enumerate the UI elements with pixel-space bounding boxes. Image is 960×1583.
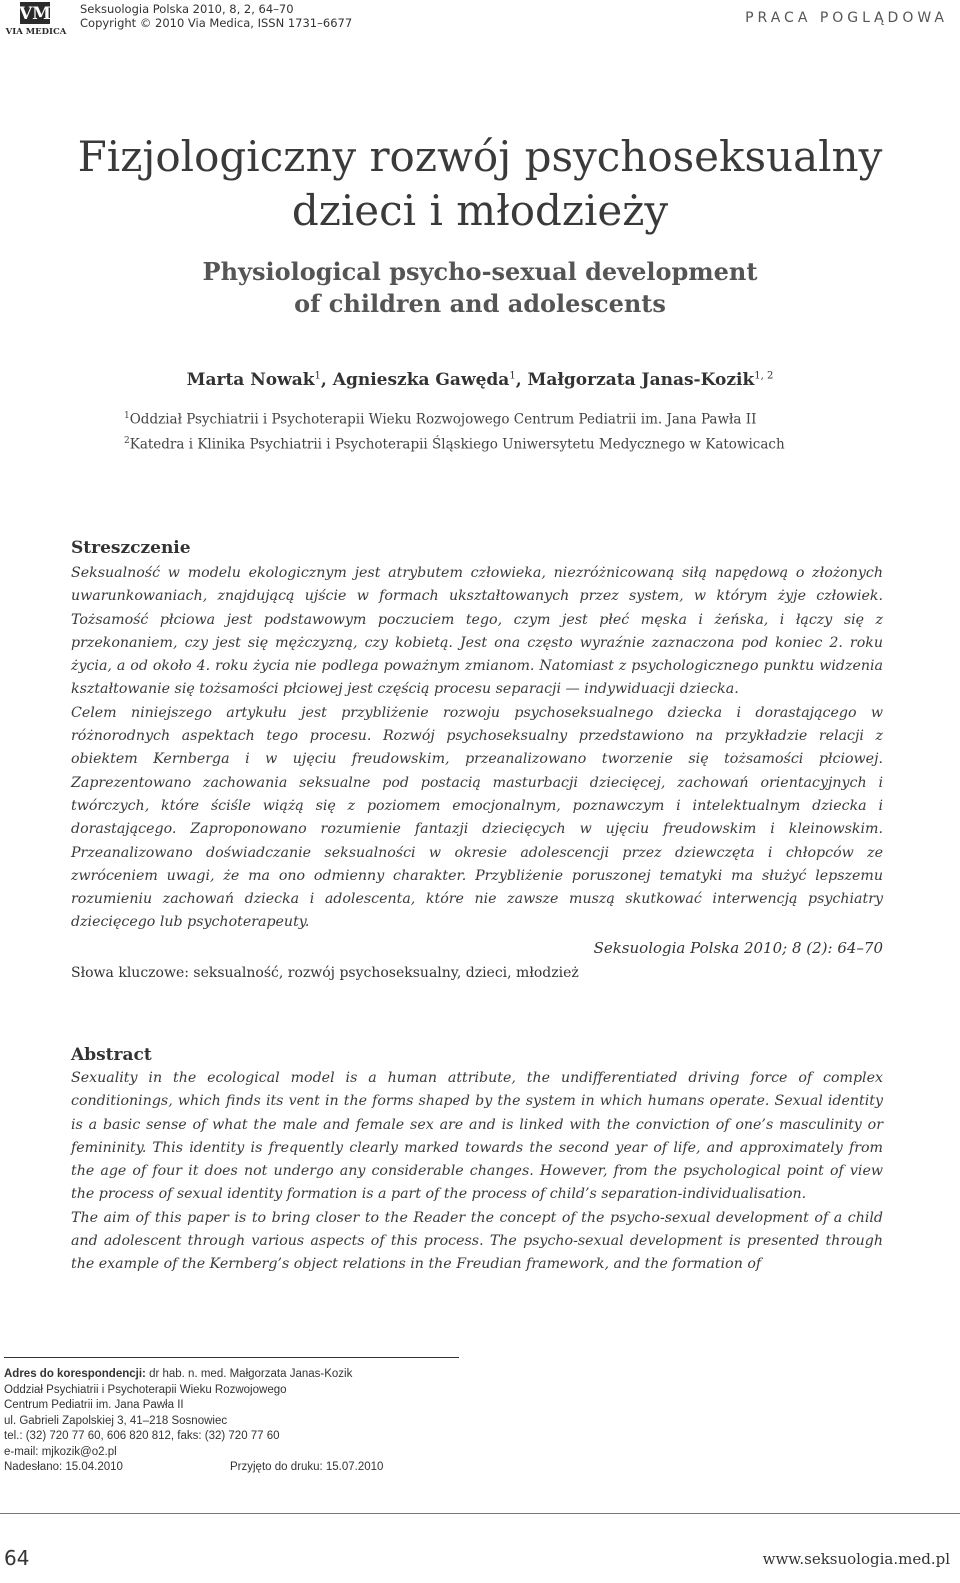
title-english — [0, 256, 960, 320]
page-number: 64 — [4, 1546, 30, 1570]
title-polish-line1: Fizjologiczny rozwój psychoseksualny — [77, 132, 883, 181]
title-english-line1: Physiological psycho-sexual development — [202, 257, 758, 286]
correspondence-label: Adres do korespondencji: — [4, 1368, 146, 1380]
footnote-rule — [4, 1357, 459, 1358]
journal-website-link[interactable]: www.seksuologia.med.pl — [762, 1550, 950, 1568]
streszczenie-paragraph-2: Celem niniejszego artykułu jest przybliżenie rozwoju psychoseksualnego dziecka i dorastającego w różnorodnych aspektach tego procesu. Rozwój psychoseksualny przedstawiono na przykładzie relacji z obiektem Kernberga i w ujęciu freudowskim, przeanalizowano tworzenie się tożsamości płciowej. Zaprezentowano zachowania seksualne pod postacią masturbacji dziecięcej, zachowań orientacyjnych i twórczych, które ściśle wiążą się z poziomem emocjonalnym, poznawczym i intelektualnym dziecka i dorastającego. Zaproponowano rozumienie fantazji dziecięcych w ujęciu freudowskim i kleinowskim. Przeanalizowano doświadczanie seksualności w okresie adolescencji przez dziewczęta i chłopców ze zwróceniem uwagi, że ma ono odmienny charakter. Przybliżenie poruszonej tematyki ma służyć lepszemu rozumieniu zachowań dziecka i adolescenta, które nie zawsze muszą skutkować interwencją psychiatry dziecięcego lub psychoterapeuty. — [71, 704, 883, 931]
title-english-line2: of children and adolescents — [294, 289, 666, 318]
author-affiliation-sup: 1, 2 — [754, 370, 774, 382]
affiliation-text: Oddział Psychiatrii i Psychoterapii Wieku Rozwojowego Centrum Pediatrii im. Jana Pawła II — [129, 411, 757, 428]
via-medica-logo — [4, 2, 68, 36]
correspondence-line: tel.: (32) 720 77 60, 606 820 812, faks: (32) 720 77 60 — [4, 1430, 280, 1443]
journal-line: Seksuologia Polska 2010, 8, 2, 64–70 — [80, 2, 294, 16]
correspondence-line: ul. Gabrieli Zapolskiej 3, 41–218 Sosnowiec — [4, 1414, 228, 1427]
affiliation-sup: 1 — [124, 411, 130, 421]
received-date: Nadesłano: 15.04.2010 — [4, 1461, 123, 1473]
abstract-heading: Abstract — [71, 1045, 152, 1065]
title-polish-line2: dzieci i młodzieży — [291, 186, 669, 235]
abstract-paragraph-2: The aim of this paper is to bring closer to the Reader the concept of the psycho-sexual development of a child and adolescent through various aspects of this process. The psycho-sexual development is presented through the example of the Kernberg’s object relations in the Freudian framework, and the formation of — [71, 1209, 883, 1273]
author-name: Agnieszka Gawęda — [332, 370, 510, 390]
title-polish — [0, 130, 960, 238]
streszczenie-paragraph-1: Seksualność w modelu ekologicznym jest atrybutem człowieka, niezróżnicowaną siłą napędową o złożonych uwarunkowaniach, znajdującą ujście w formach ukształtowanych przez system, w którym żyje człowiek. Tożsamość płciowa jest podstawowym poczuciem tego, czym jest płeć męska i żeńska, i łączy się z przekonaniem, czy jest się mężczyzną, czy kobietą. Jest ona często wyraźnie zaznaczona pod koniec 2. roku życia, a od około 4. roku życia nie podlega poważnym zmianom. Natomiast z psychologicznego punktu widzenia kształtowanie się tożsamości płciowej jest częścią procesu separacji — indywiduacji dziecka. — [71, 565, 883, 698]
affiliation-text: Katedra i Klinika Psychiatrii i Psychoterapii Śląskiego Uniwersytetu Medycznego w Katowicach — [129, 436, 785, 452]
correspondence-email[interactable]: e-mail: mjkozik@o2.pl — [4, 1445, 117, 1458]
author-name: Marta Nowak — [186, 370, 315, 390]
journal-info — [80, 2, 352, 30]
streszczenie-section — [71, 538, 883, 981]
correspondence-header — [4, 1367, 352, 1383]
keywords: Słowa kluczowe: seksualność, rozwój psychoseksualny, dzieci, młodzież — [71, 964, 579, 981]
svg-text:VM: VM — [18, 4, 52, 24]
author-list — [0, 370, 960, 390]
svg-text:VIA MEDICA: VIA MEDICA — [5, 27, 67, 36]
page-bottom-rule — [0, 1513, 960, 1514]
submission-dates — [4, 1461, 464, 1473]
affiliation-2 — [124, 431, 785, 456]
accepted-date: Przyjęto do druku: 15.07.2010 — [230, 1461, 384, 1473]
author-name: Małgorzata Janas-Kozik — [527, 370, 755, 390]
abstract-paragraph-1: Sexuality in the ecological model is a human attribute, the undifferentiated driving force of complex conditionings, which finds its vent in the forms shaped by the system in which humans operate. Sexual identity is a basic sense of what the male and female sex are and is linked with the conviction of one’s masculinity or femininity. This identity is frequently clearly marked towards the second year of life, and approximately from the age of four it does not undergo any considerable changes. However, from the psychological point of view the process of sexual identity formation is a part of the process of child’s separation-individualisation. — [71, 1070, 883, 1203]
author-separator: , — [320, 370, 333, 390]
correspondence-name: dr hab. n. med. Małgorzata Janas-Kozik — [149, 1368, 353, 1380]
correspondence-address — [4, 1367, 352, 1461]
author-affiliation-sup: 1 — [314, 370, 321, 382]
author-separator: , — [515, 370, 528, 390]
affiliations — [124, 406, 785, 455]
citation: Seksuologia Polska 2010; 8 (2): 64–70 — [593, 938, 883, 957]
correspondence-line: Centrum Pediatrii im. Jana Pawła II — [4, 1399, 184, 1412]
affiliation-1 — [124, 406, 785, 431]
copyright-line: Copyright © 2010 Via Medica, ISSN 1731–6677 — [80, 16, 353, 30]
streszczenie-heading: Streszczenie — [71, 538, 191, 558]
correspondence-line: Oddział Psychiatrii i Psychoterapii Wieku Rozwojowego — [4, 1383, 287, 1396]
section-label: PRACA POGLĄDOWA — [745, 10, 948, 26]
abstract-section — [71, 1045, 883, 1277]
author-affiliation-sup: 1 — [509, 370, 516, 382]
affiliation-sup: 2 — [124, 435, 130, 446]
